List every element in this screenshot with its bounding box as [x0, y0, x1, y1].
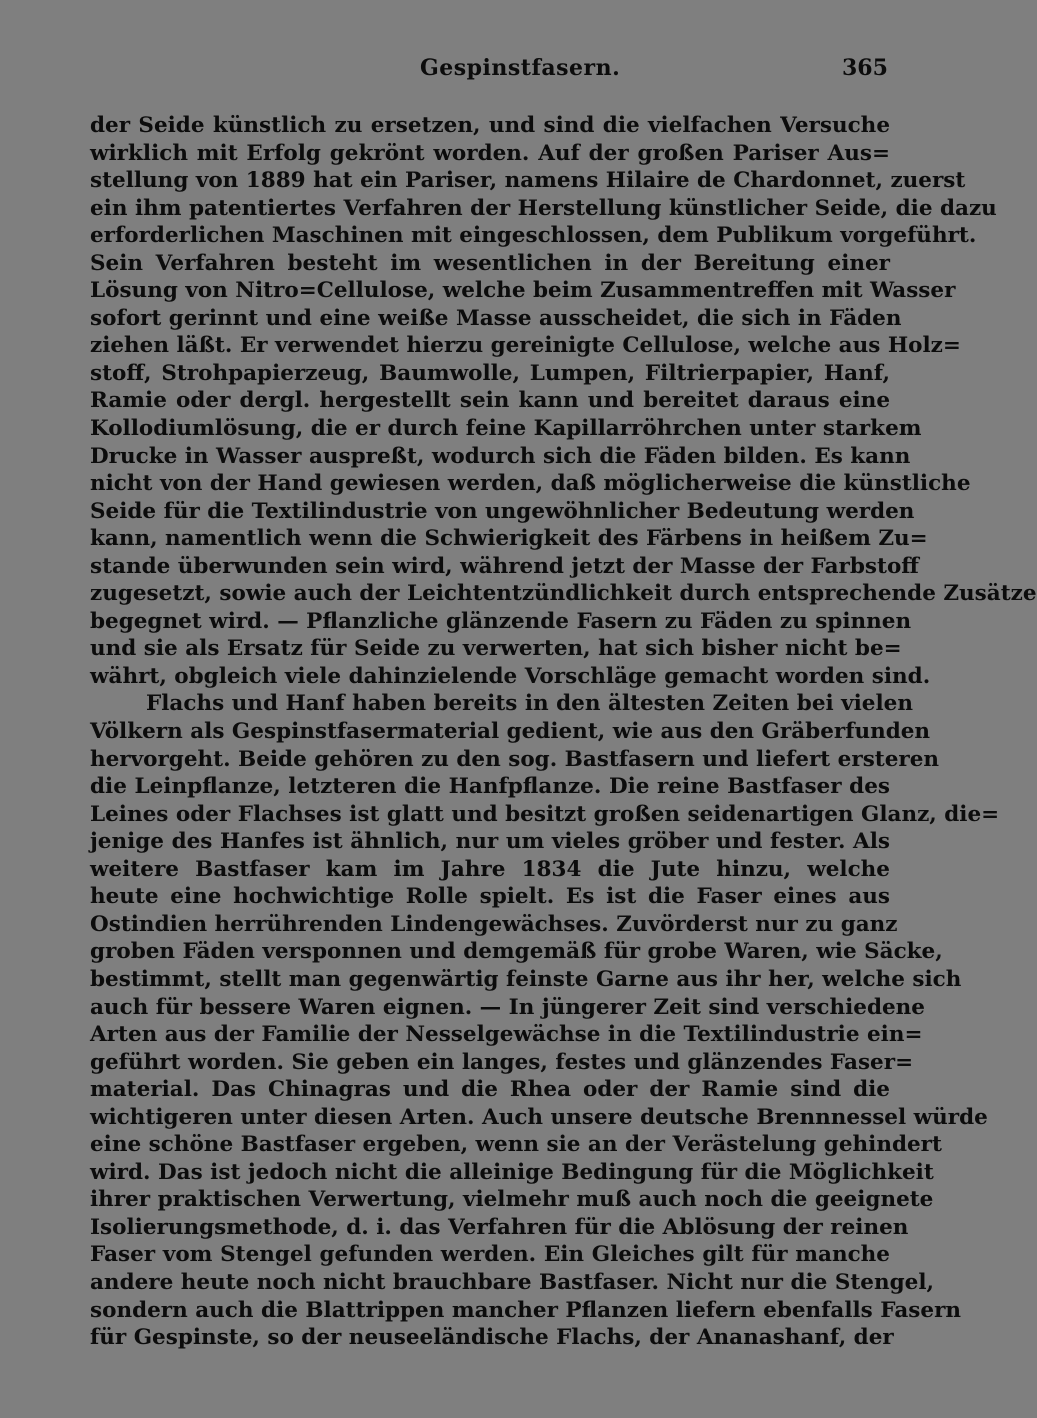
- running-head: [0, 55, 1000, 85]
- text-line: erforderlichen Maschinen mit eingeschlossen, dem Publikum vorgeführt.: [90, 223, 977, 249]
- text-line: Lösung von Nitro=Cellulose, welche beim Zusammentreffen mit Wasser: [90, 278, 956, 304]
- text-line: Sein Verfahren besteht im wesentlichen in der Bereitung einer: [90, 250, 890, 276]
- text-line: hervorgeht. Beide gehören zu den sog. Bastfasern und liefert ersteren: [90, 746, 940, 772]
- text-line: heute eine hochwichtige Rolle spielt. Es ist die Faser eines aus: [90, 884, 890, 910]
- text-line: wirklich mit Erfolg gekrönt worden. Auf der großen Pariser Aus=: [90, 140, 890, 166]
- text-line: groben Fäden versponnen und demgemäß für grobe Waren, wie Säcke,: [90, 939, 943, 965]
- text-line: bestimmt, stellt man gegenwärtig feinste Garne aus ihr her, welche sich: [90, 966, 962, 992]
- text-line: der Seide künstlich zu ersetzen, und sind die vielfachen Versuche: [90, 113, 890, 138]
- text-line: und sie als Ersatz für Seide zu verwerten, hat sich bisher nicht be=: [90, 636, 902, 662]
- text-line: ihrer praktischen Verwertung, vielmehr muß auch noch die geeignete: [90, 1187, 934, 1213]
- page-number: 365: [842, 55, 888, 81]
- text-line: ein ihm patentiertes Verfahren der Herstellung künstlicher Seide, die dazu: [90, 195, 997, 221]
- text-line: stellung von 1889 hat ein Pariser, namens Hilaire de Chardonnet, zuerst: [90, 168, 966, 194]
- text-line: Arten aus der Familie der Nesselgewächse in die Textilindustrie ein=: [90, 1022, 923, 1048]
- text-line: ziehen läßt. Er verwendet hierzu gereinigte Cellulose, welche aus Holz=: [90, 333, 961, 359]
- text-line: sondern auch die Blattrippen mancher Pflanzen liefern ebenfalls Fasern: [90, 1297, 962, 1323]
- text-line: Ramie oder dergl. hergestellt sein kann und bereitet daraus eine: [90, 388, 890, 414]
- text-line: Seide für die Textilindustrie von ungewöhnlicher Bedeutung werden: [90, 498, 915, 524]
- text-line: begegnet wird. — Pflanzliche glänzende Fasern zu Fäden zu spinnen: [90, 608, 912, 634]
- text-line: weitere Bastfaser kam im Jahre 1834 die Jute hinzu, welche: [90, 856, 890, 882]
- text-line: stoff, Strohpapierzeug, Baumwolle, Lumpen, Filtrierpapier, Hanf,: [90, 360, 890, 386]
- text-line: Isolierungsmethode, d. i. das Verfahren für die Ablösung der reinen: [90, 1214, 909, 1240]
- text-line: Faser vom Stengel gefunden werden. Ein Gleiches gilt für manche: [90, 1242, 890, 1268]
- text-line: geführt worden. Sie geben ein langes, festes und glänzendes Faser=: [90, 1049, 914, 1075]
- paragraph: [90, 112, 1037, 690]
- text-line: währt, obgleich viele dahinzielende Vorschläge gemacht worden sind.: [90, 663, 931, 689]
- text-line: kann, namentlich wenn die Schwierigkeit des Färbens in heißem Zu=: [90, 526, 928, 552]
- text-line: andere heute noch nicht brauchbare Bastfaser. Nicht nur die Stengel,: [90, 1269, 934, 1295]
- text-line: Ostindien herrührenden Lindengewächses. Zuvörderst nur zu ganz: [90, 911, 898, 937]
- text-line: jenige des Hanfes ist ähnlich, nur um vieles gröber und fester. Als: [90, 829, 890, 855]
- text-line: Drucke in Wasser auspreßt, wodurch sich die Fäden bilden. Es kann: [90, 443, 911, 469]
- text-line: Flachs und Hanf haben bereits in den ältesten Zeiten bei vielen: [146, 691, 913, 717]
- text-line: wird. Das ist jedoch nicht die alleinige Bedingung für die Möglichkeit: [90, 1159, 934, 1185]
- text-line: Kollodiumlösung, die er durch feine Kapillarröhrchen unter starkem: [90, 416, 922, 442]
- body-text: [90, 112, 1037, 1352]
- text-line: eine schöne Bastfaser ergeben, wenn sie an der Verästelung gehindert: [90, 1132, 942, 1158]
- text-line: wichtigeren unter diesen Arten. Auch unsere deutsche Brennnessel würde: [90, 1104, 988, 1130]
- text-line: für Gespinste, so der neuseeländische Flachs, der Ananashanf, der: [90, 1325, 894, 1351]
- text-line: material. Das Chinagras und die Rhea oder der Ramie sind die: [90, 1077, 890, 1103]
- running-title: Gespinstfasern.: [420, 55, 621, 81]
- text-line: auch für bessere Waren eignen. — In jüngerer Zeit sind verschiedene: [90, 994, 925, 1020]
- text-line: Völkern als Gespinstfasermaterial gedient, wie aus den Gräberfunden: [90, 719, 931, 745]
- text-line: stande überwunden sein wird, während jetzt der Masse der Farbstoff: [90, 553, 919, 579]
- paragraph: [90, 690, 1000, 1351]
- text-line: sofort gerinnt und eine weiße Masse ausscheidet, die sich in Fäden: [90, 305, 902, 331]
- text-line: zugesetzt, sowie auch der Leichtentzündlichkeit durch entsprechende Zusätze: [90, 581, 1037, 607]
- text-line: die Leinpflanze, letzteren die Hanfpflanze. Die reine Bastfaser des: [90, 774, 890, 800]
- text-line: nicht von der Hand gewiesen werden, daß möglicherweise die künstliche: [90, 471, 971, 497]
- text-line: Leines oder Flachses ist glatt und besitzt großen seidenartigen Glanz, die=: [90, 801, 1000, 827]
